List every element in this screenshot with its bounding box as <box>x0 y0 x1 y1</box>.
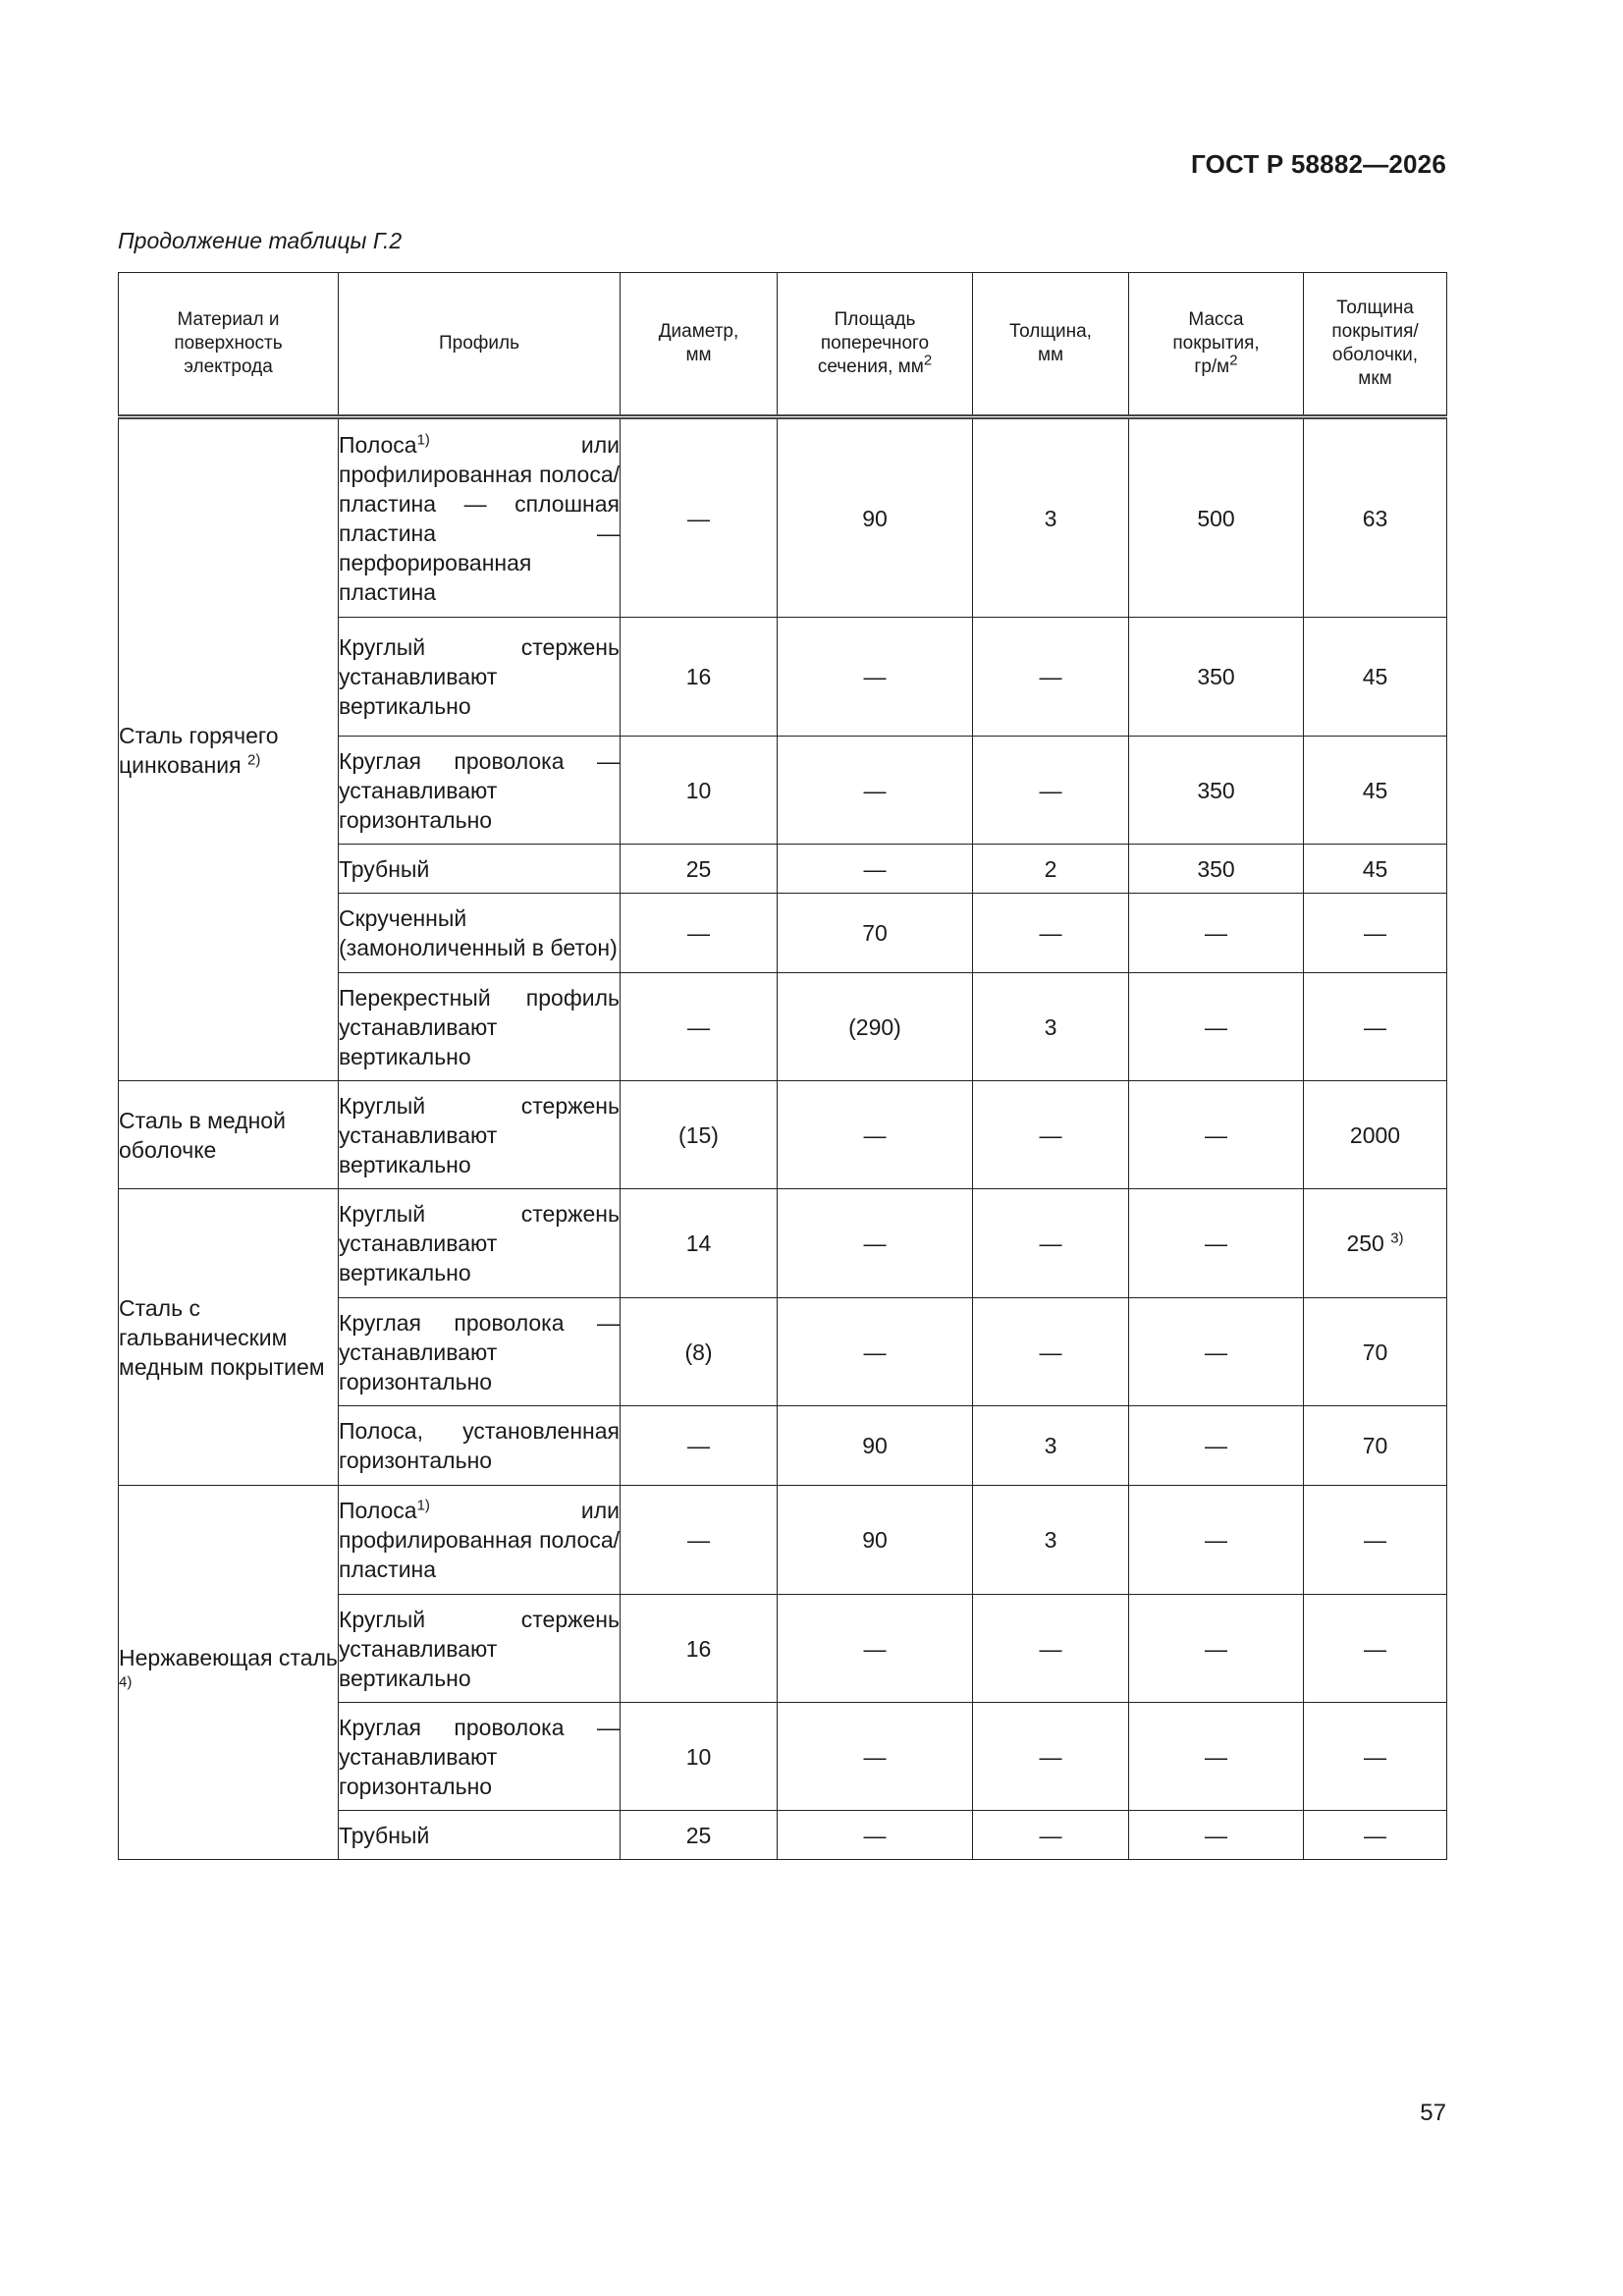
profile-cell: Перекрестный профиль устанавливают вертикально <box>339 973 621 1081</box>
thickness-cell: — <box>973 1081 1129 1189</box>
mass-cell: 500 <box>1129 417 1304 618</box>
coating-cell: 45 <box>1304 845 1447 894</box>
mass-cell: — <box>1129 1486 1304 1595</box>
header-area: Площадь поперечного сечения, $мм^2$ <box>778 273 973 417</box>
diameter-cell: 25 <box>621 845 778 894</box>
thickness-cell: 2 <box>973 845 1129 894</box>
coating-cell: 63 <box>1304 417 1447 618</box>
electrode-table <box>118 272 1447 1860</box>
diameter-cell: — <box>621 417 778 618</box>
header-thickness: Толщина, мм <box>973 273 1129 417</box>
table-row <box>119 1486 1447 1595</box>
thickness-cell: — <box>973 1595 1129 1703</box>
thickness-cell: 3 <box>973 1406 1129 1486</box>
area-cell: — <box>778 1189 973 1298</box>
thickness-cell: 3 <box>973 973 1129 1081</box>
profile-cell: Круглый стержень устанавливают вертикально <box>339 1595 621 1703</box>
diameter-cell: — <box>621 894 778 973</box>
mass-cell: 350 <box>1129 737 1304 845</box>
coating-cell: 70 <box>1304 1406 1447 1486</box>
header-mass: Масса покрытия, $гр/м^2$ <box>1129 273 1304 417</box>
mass-cell: — <box>1129 894 1304 973</box>
mass-cell: — <box>1129 1811 1304 1860</box>
thickness-cell: — <box>973 1298 1129 1406</box>
profile-cell: Полоса, установленная горизонтально <box>339 1406 621 1486</box>
coating-cell: 2000 <box>1304 1081 1447 1189</box>
table-row <box>119 1081 1447 1189</box>
area-cell: 90 <box>778 417 973 618</box>
diameter-cell: 10 <box>621 1703 778 1811</box>
diameter-cell: — <box>621 973 778 1081</box>
diameter-cell: 10 <box>621 737 778 845</box>
mass-cell: — <box>1129 1081 1304 1189</box>
material-cell: Сталь в медной оболочке <box>119 1081 339 1189</box>
diameter-cell: 16 <box>621 618 778 737</box>
thickness-cell: 3 <box>973 417 1129 618</box>
area-cell: — <box>778 1811 973 1860</box>
diameter-cell: (8) <box>621 1298 778 1406</box>
profile-cell: Круглая проволока — устанавливают горизонтально <box>339 1703 621 1811</box>
coating-cell: 70 <box>1304 1298 1447 1406</box>
diameter-cell: 16 <box>621 1595 778 1703</box>
area-cell: — <box>778 618 973 737</box>
area-cell: 70 <box>778 894 973 973</box>
document-code: ГОСТ Р 58882—2026 <box>1191 149 1446 179</box>
area-cell: 90 <box>778 1406 973 1486</box>
profile-cell: Круглый стержень устанавливают вертикально <box>339 618 621 737</box>
area-cell: — <box>778 1298 973 1406</box>
area-cell: — <box>778 737 973 845</box>
coating-cell: 45 <box>1304 618 1447 737</box>
thickness-cell: — <box>973 737 1129 845</box>
thickness-cell: 3 <box>973 1486 1129 1595</box>
profile-cell: Круглая проволока — устанавливают горизонтально <box>339 1298 621 1406</box>
area-cell: — <box>778 1595 973 1703</box>
profile-cell: Круглая проволока — устанавливают горизонтально <box>339 737 621 845</box>
thickness-cell: — <box>973 1811 1129 1860</box>
diameter-cell: — <box>621 1406 778 1486</box>
profile-cell: Скрученный (замоноличенный в бетон) <box>339 894 621 973</box>
diameter-cell: — <box>621 1486 778 1595</box>
area-cell: — <box>778 845 973 894</box>
coating-cell: — <box>1304 1811 1447 1860</box>
material-cell: Сталь с гальваническим медным покрытием <box>119 1189 339 1486</box>
profile-cell: Полоса$^{1)}$ или профилированная полоса/ пластина <box>339 1486 621 1595</box>
table-row <box>119 1189 1447 1298</box>
mass-cell: 350 <box>1129 845 1304 894</box>
coating-cell: — <box>1304 1486 1447 1595</box>
diameter-cell: 25 <box>621 1811 778 1860</box>
coating-cell: — <box>1304 1595 1447 1703</box>
area-cell: — <box>778 1081 973 1189</box>
page-number: 57 <box>1420 2100 1446 2126</box>
diameter-cell: 14 <box>621 1189 778 1298</box>
mass-cell: — <box>1129 1298 1304 1406</box>
mass-cell: — <box>1129 1595 1304 1703</box>
material-cell: Сталь горячего цинкования $^{2)}$ <box>119 417 339 1081</box>
header-material: Материал и поверхность электрода <box>119 273 339 417</box>
mass-cell: — <box>1129 973 1304 1081</box>
profile-cell: Круглый стержень устанавливают вертикально <box>339 1189 621 1298</box>
mass-cell: — <box>1129 1189 1304 1298</box>
profile-cell: Круглый стержень устанавливают вертикально <box>339 1081 621 1189</box>
diameter-cell: (15) <box>621 1081 778 1189</box>
thickness-cell: — <box>973 894 1129 973</box>
area-cell: 90 <box>778 1486 973 1595</box>
coating-cell: — <box>1304 973 1447 1081</box>
table-row <box>119 417 1447 618</box>
mass-cell: — <box>1129 1406 1304 1486</box>
header-coating: Толщина покрытия/ оболочки, мкм <box>1304 273 1447 417</box>
thickness-cell: — <box>973 618 1129 737</box>
area-cell: (290) <box>778 973 973 1081</box>
header-profile: Профиль <box>339 273 621 417</box>
coating-cell: 45 <box>1304 737 1447 845</box>
table-caption: Продолжение таблицы Г.2 <box>118 228 403 253</box>
area-cell: — <box>778 1703 973 1811</box>
profile-cell: Трубный <box>339 845 621 894</box>
mass-cell: 350 <box>1129 618 1304 737</box>
profile-cell: Полоса$^{1)}$ или профилированная полоса/ пластина — сплошная пластина — перфорированная пластина <box>339 417 621 618</box>
table-header-row <box>119 273 1447 417</box>
material-cell: Нержавеющая сталь $^{4)}$ <box>119 1486 339 1860</box>
coating-cell: — <box>1304 1703 1447 1811</box>
header-diameter: Диаметр, мм <box>621 273 778 417</box>
profile-cell: Трубный <box>339 1811 621 1860</box>
thickness-cell: — <box>973 1189 1129 1298</box>
coating-cell: — <box>1304 894 1447 973</box>
coating-cell: 250 $^{3)}$ <box>1304 1189 1447 1298</box>
thickness-cell: — <box>973 1703 1129 1811</box>
mass-cell: — <box>1129 1703 1304 1811</box>
